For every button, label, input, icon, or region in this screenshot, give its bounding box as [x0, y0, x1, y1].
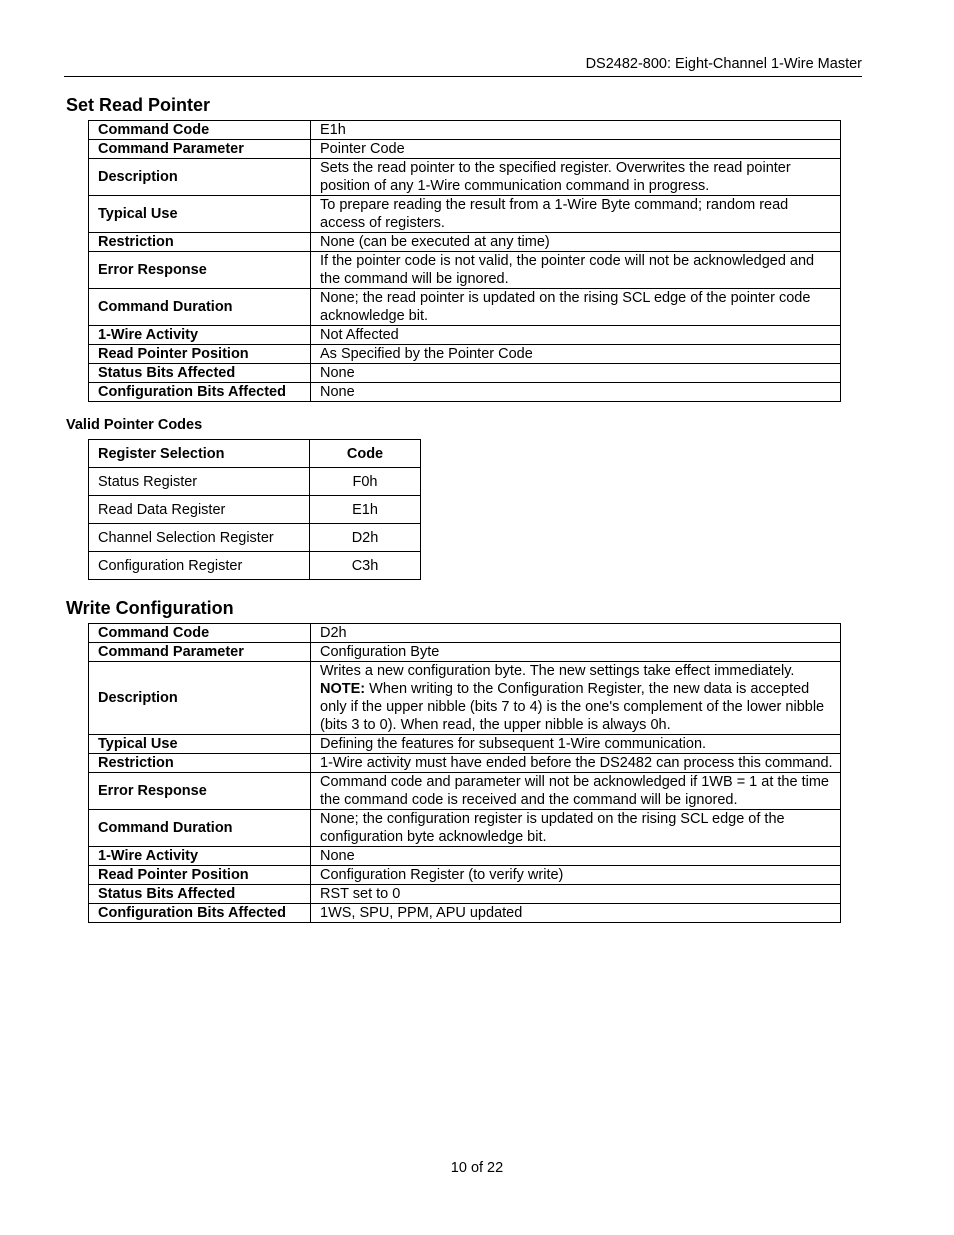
row-label: Error Response — [89, 773, 311, 810]
row-label: Command Code — [89, 624, 311, 643]
valid-pointer-codes-title: Valid Pointer Codes — [66, 417, 203, 433]
row-value: 1-Wire activity must have ended before the DS2482 can process this command. — [311, 754, 841, 773]
row-label: Command Parameter — [89, 140, 311, 159]
row-label: Command Duration — [89, 810, 311, 847]
table-row — [89, 866, 841, 885]
row-label: Description — [89, 159, 311, 196]
row-value: If the pointer code is not valid, the pointer code will not be acknowledged and the command will be ignored. — [311, 252, 841, 289]
table-row — [89, 468, 421, 496]
table-row — [89, 885, 841, 904]
table-row — [89, 754, 841, 773]
set-read-pointer-table — [88, 120, 841, 402]
row-value: D2h — [311, 624, 841, 643]
register-name: Configuration Register — [89, 552, 310, 580]
row-label: Error Response — [89, 252, 311, 289]
row-label: Status Bits Affected — [89, 885, 311, 904]
table-row — [89, 196, 841, 233]
column-header-code: Code — [310, 440, 421, 468]
table-row — [89, 383, 841, 402]
table-header-row — [89, 440, 421, 468]
row-label: Typical Use — [89, 196, 311, 233]
row-label: Command Duration — [89, 289, 311, 326]
register-code: F0h — [310, 468, 421, 496]
table-row — [89, 233, 841, 252]
register-code: D2h — [310, 524, 421, 552]
register-code: C3h — [310, 552, 421, 580]
table-row — [89, 345, 841, 364]
description-text: Writes a new configuration byte. The new settings take effect immediately. — [320, 663, 795, 679]
table-row — [89, 524, 421, 552]
page-number: 10 of 22 — [450, 1160, 504, 1176]
row-value: As Specified by the Pointer Code — [311, 345, 841, 364]
table-row — [89, 326, 841, 345]
note-text: When writing to the Configuration Register, the new data is accepted only if the upper nibble (bits 7 to 4) is the one's complement of the lower nibble (bits 3 to 0). When read, the upper nibble is always 0h. — [320, 681, 825, 733]
row-value: E1h — [311, 121, 841, 140]
row-value: Command code and parameter will not be acknowledged if 1WB = 1 at the time the command code is received and the command will be ignored. — [311, 773, 841, 810]
row-label: Description — [89, 662, 311, 735]
row-label: Configuration Bits Affected — [89, 383, 311, 402]
row-value: Not Affected — [311, 326, 841, 345]
row-label: Configuration Bits Affected — [89, 904, 311, 923]
table-row — [89, 552, 421, 580]
row-value-description — [311, 662, 841, 735]
row-value: Configuration Byte — [311, 643, 841, 662]
row-value: None — [311, 847, 841, 866]
row-value: Pointer Code — [311, 140, 841, 159]
row-label: 1-Wire Activity — [89, 847, 311, 866]
table-row — [89, 624, 841, 643]
table-row — [89, 904, 841, 923]
table-row — [89, 140, 841, 159]
row-value: Defining the features for subsequent 1-Wire communication. — [311, 735, 841, 754]
table-row — [89, 735, 841, 754]
row-value: RST set to 0 — [311, 885, 841, 904]
table-row — [89, 643, 841, 662]
register-name: Channel Selection Register — [89, 524, 310, 552]
table-row — [89, 121, 841, 140]
table-row — [89, 847, 841, 866]
row-value: None — [311, 383, 841, 402]
row-label: Restriction — [89, 233, 311, 252]
page-header — [64, 55, 862, 77]
document-title: DS2482-800: Eight-Channel 1-Wire Master — [585, 56, 862, 72]
row-label: Command Parameter — [89, 643, 311, 662]
table-row — [89, 252, 841, 289]
row-label: Command Code — [89, 121, 311, 140]
row-label: 1-Wire Activity — [89, 326, 311, 345]
register-name: Status Register — [89, 468, 310, 496]
table-row — [89, 496, 421, 524]
write-configuration-table — [88, 623, 841, 923]
row-value: 1WS, SPU, PPM, APU updated — [311, 904, 841, 923]
register-code: E1h — [310, 496, 421, 524]
valid-pointer-codes-table — [88, 439, 421, 580]
row-value: None; the configuration register is updated on the rising SCL edge of the configuration byte acknowledge bit. — [311, 810, 841, 847]
row-value: None (can be executed at any time) — [311, 233, 841, 252]
section-title-write-configuration: Write Configuration — [66, 598, 234, 618]
table-row — [89, 364, 841, 383]
table-row — [89, 159, 841, 196]
table-row — [89, 773, 841, 810]
row-value: Sets the read pointer to the specified register. Overwrites the read pointer position of any 1-Wire communication command in progress. — [311, 159, 841, 196]
row-label: Typical Use — [89, 735, 311, 754]
row-value: Configuration Register (to verify write) — [311, 866, 841, 885]
row-label: Restriction — [89, 754, 311, 773]
row-label: Read Pointer Position — [89, 866, 311, 885]
table-row — [89, 289, 841, 326]
note-label: NOTE: — [320, 681, 366, 697]
row-value: None — [311, 364, 841, 383]
register-name: Read Data Register — [89, 496, 310, 524]
row-label: Status Bits Affected — [89, 364, 311, 383]
row-value: None; the read pointer is updated on the rising SCL edge of the pointer code acknowledge bit. — [311, 289, 841, 326]
section-title-set-read-pointer: Set Read Pointer — [66, 95, 211, 115]
table-row — [89, 662, 841, 735]
column-header-register-selection: Register Selection — [89, 440, 310, 468]
row-value: To prepare reading the result from a 1-Wire Byte command; random read access of registers. — [311, 196, 841, 233]
table-row — [89, 810, 841, 847]
row-label: Read Pointer Position — [89, 345, 311, 364]
